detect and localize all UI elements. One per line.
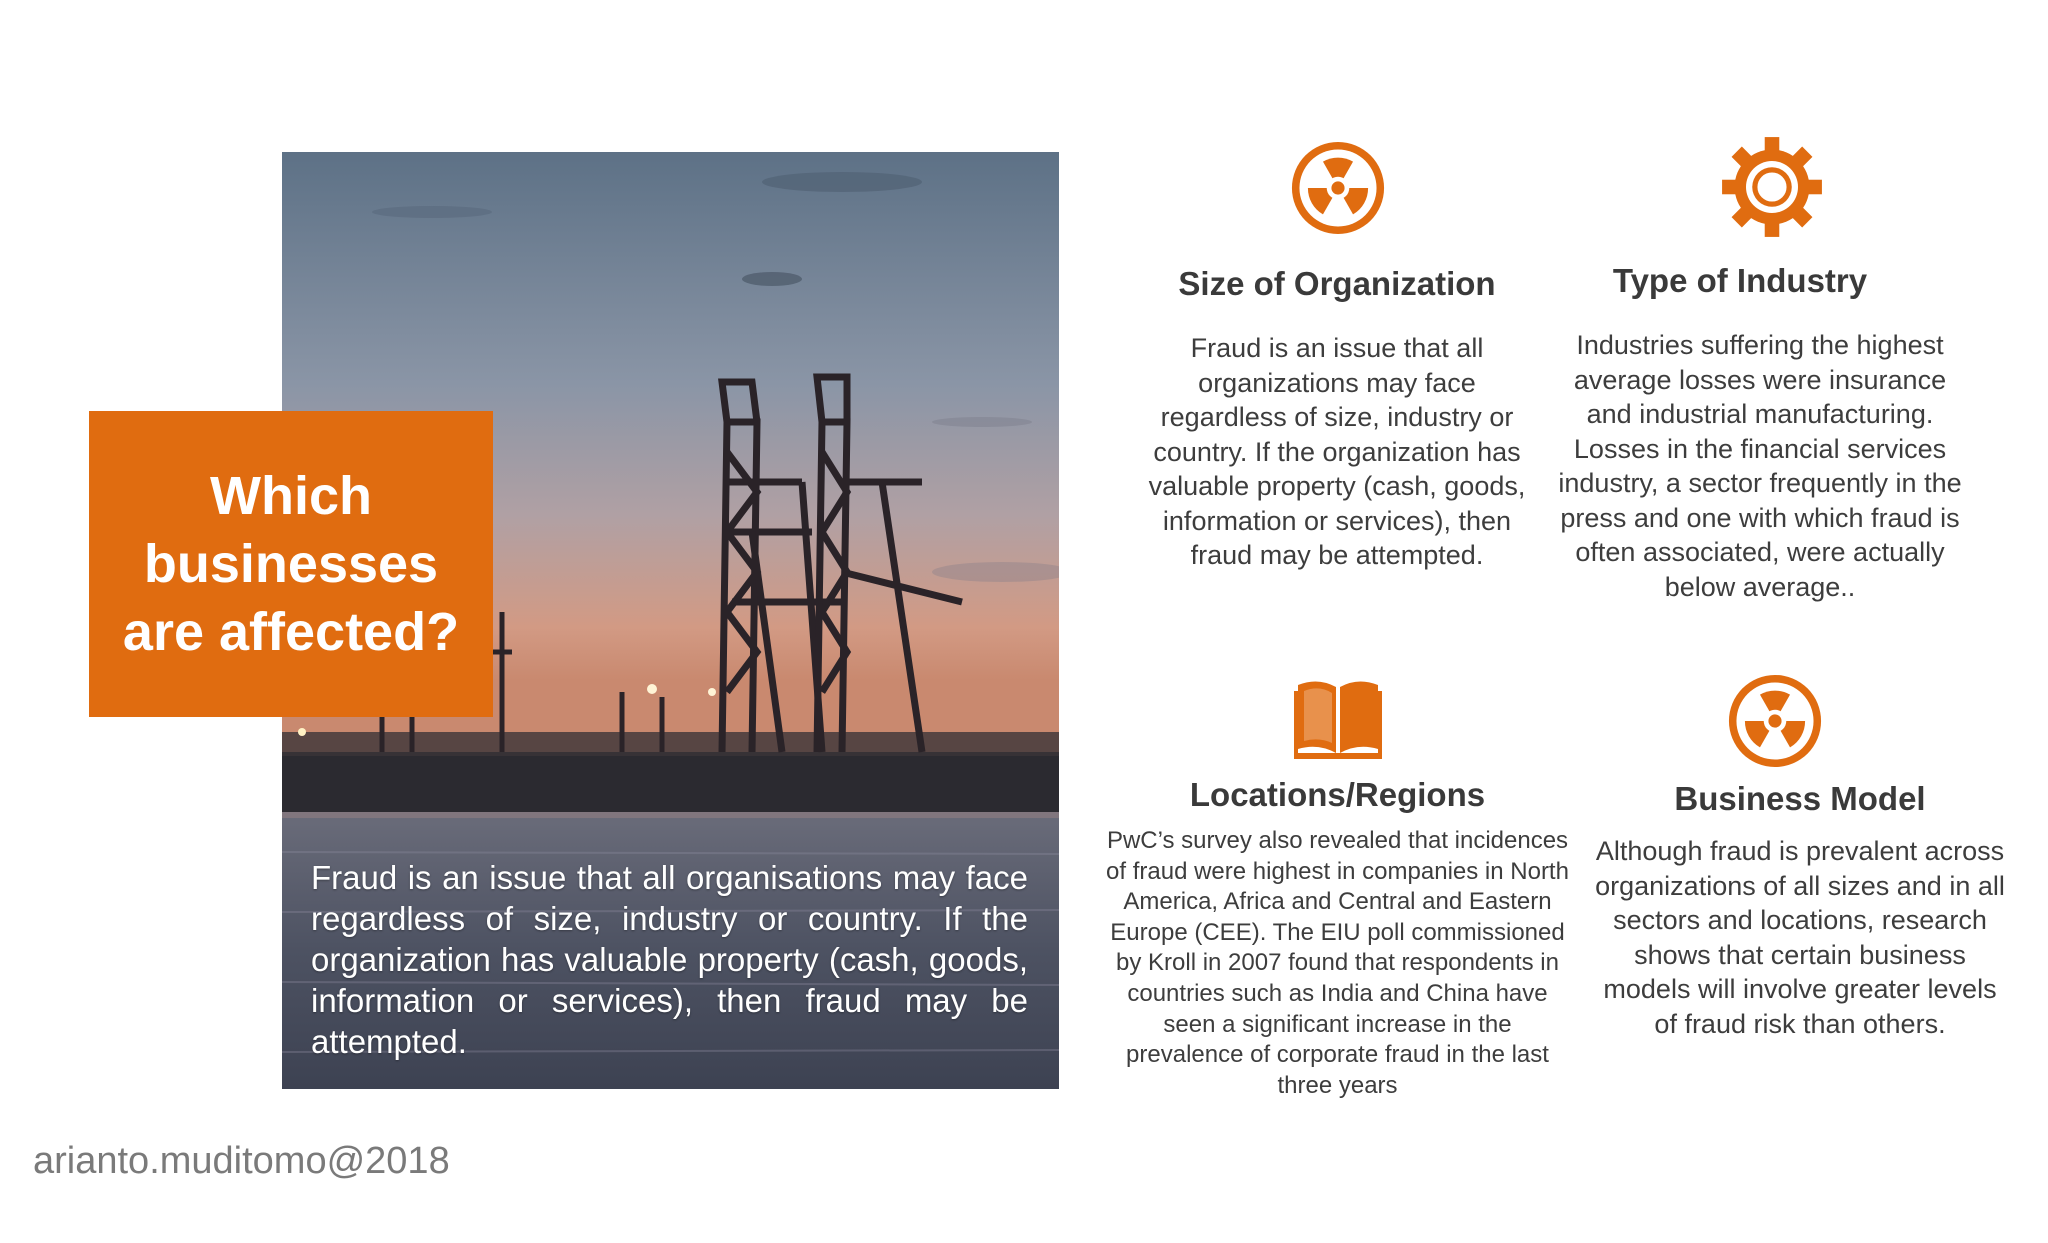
radiation-icon (1291, 141, 1385, 235)
photo-caption: Fraud is an issue that all organisations may face regardless of size, industry or country. If the organization has valuable property (cash, goods, information or services), then fraud may be attempted. (311, 859, 1028, 1060)
radiation-icon (1728, 674, 1822, 768)
card-body: Fraud is an issue that all organizations may face regardless of size, industry or country. If the organization has valuable property (cash, goods, information or services), then fraud may be attempted. (1148, 333, 1526, 570)
author-watermark: arianto.muditomo@2018 (33, 1140, 450, 1182)
card-heading: Type of Industry (1612, 262, 1868, 299)
card-business-model (1590, 780, 2010, 1041)
gear-icon (1720, 135, 1824, 239)
card-size-of-organization (1127, 265, 1547, 573)
page-title: Which businesses are affected? (122, 466, 460, 662)
title-box (89, 411, 493, 717)
card-body: PwC’s survey also revealed that incidences of fraud were highest in companies in North America, Africa and Central and Eastern Europe (CEE). The EIU poll commissioned by Kroll in 2007 found that respondents in countries such as India and China have seen a significant increase in the prevalence of corporate fraud in the last three years (1106, 827, 1569, 1099)
card-body: Although fraud is prevalent across organizations of all sizes and in all sectors and locations, research shows that certain business models will involve greater levels of fraud risk than others. (1595, 836, 2005, 1039)
card-heading: Size of Organization (1178, 265, 1496, 302)
card-locations-regions (1105, 776, 1570, 1101)
card-body: Industries suffering the highest average losses were insurance and industrial manufacturing. Losses in the financial services industry, a sector frequently in the press and one with which fraud is often associated, were actually below average.. (1558, 330, 1962, 602)
card-heading: Business Model (1674, 780, 1926, 817)
card-type-of-industry (1555, 262, 1965, 604)
card-heading: Locations/Regions (1189, 776, 1486, 813)
book-icon (1294, 677, 1382, 761)
